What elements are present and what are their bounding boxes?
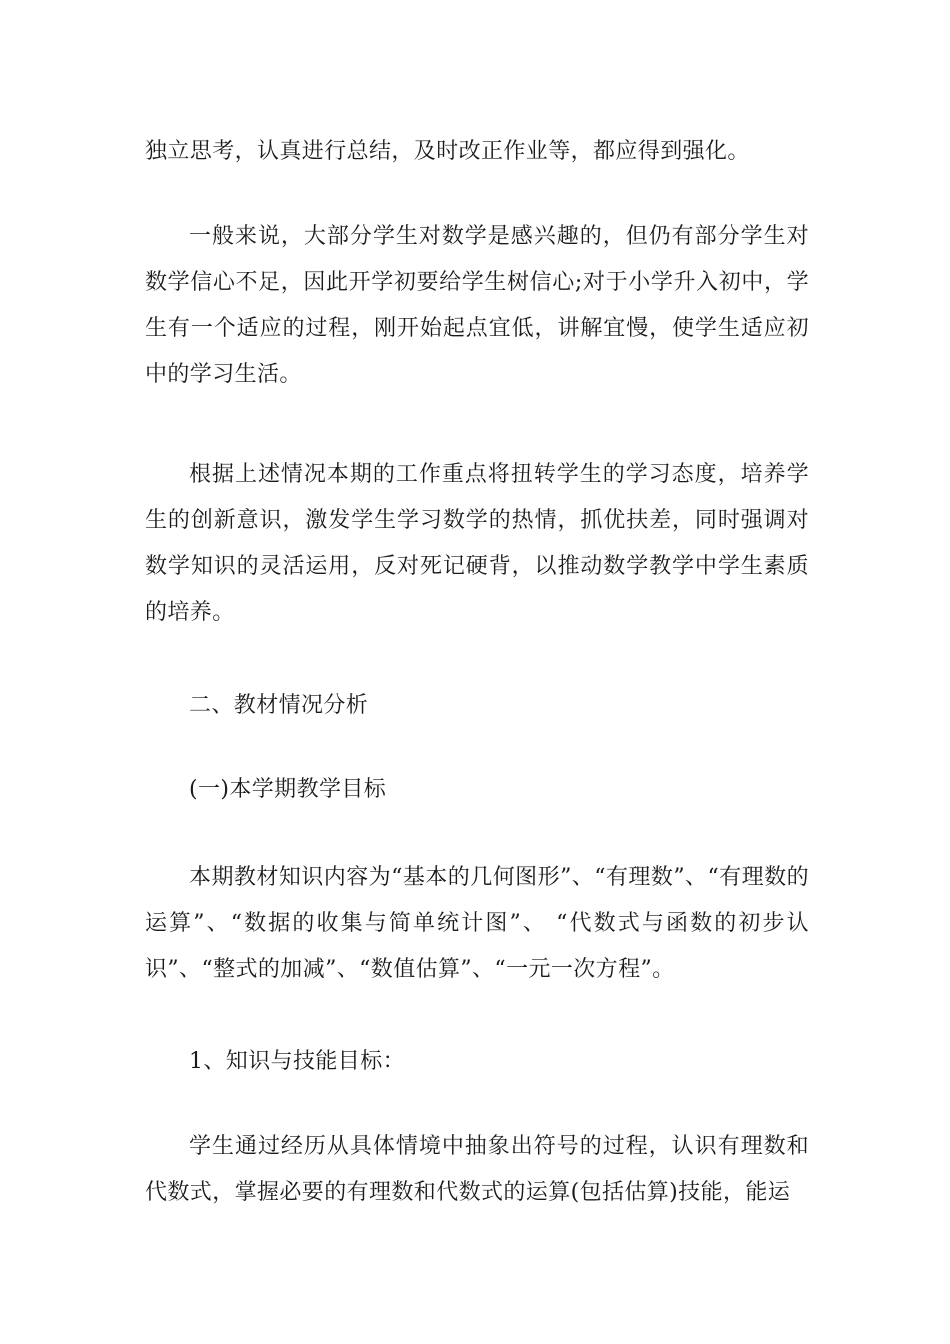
paragraph-2: 一般来说，大部分学生对数学是感兴趣的，但仍有部分学生对数学信心不足，因此开学初要给学生树信心;对于小学升入初中，学生有一个适应的过程，刚开始起点宜低，讲解宜慢，使学生适应初中的学习生活。 [145, 224, 809, 387]
paragraph-5: 学生通过经历从具体情境中抽象出符号的过程，认识有理数和代数式，掌握必要的有理数和代数式的运算(包括估算)技能，能运 [145, 1134, 809, 1205]
paragraph-4: 本期教材知识内容为“基本的几何图形”、“有理数”、“有理数的运算”、“数据的收集与简单统计图”、 “代数式与函数的初步认识”、“整式的加减”、“数值估算”、“一元一次方程”。 [145, 865, 809, 982]
paragraph-1: 独立思考，认真进行总结，及时改正作业等，都应得到强化。 [145, 139, 750, 164]
section-heading: 二、教材情况分析 [189, 693, 369, 718]
subsection-heading: (一)本学期教学目标 [189, 777, 387, 802]
item-heading: 1、知识与技能目标： [189, 1049, 405, 1074]
paragraph-3: 根据上述情况本期的工作重点将扭转学生的学习态度，培养学生的创新意识，激发学生学习数学的热情，抓优扶差，同时强调对数学知识的灵活运用，反对死记硬背，以推动数学教学中学生素质的培养。 [145, 462, 809, 625]
